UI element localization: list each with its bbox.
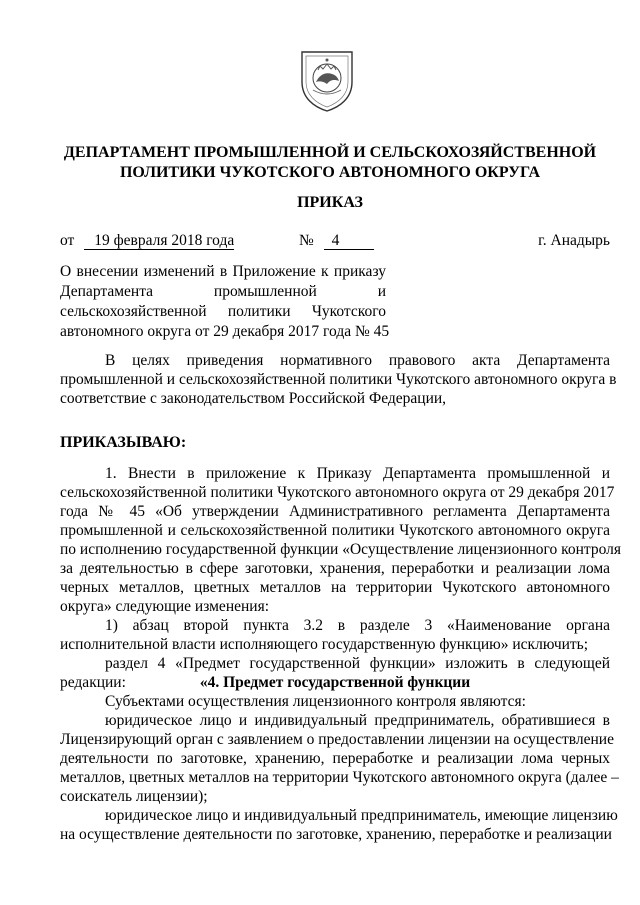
item-line: года № 45 «Об утверждении Административного регламента Департамента	[60, 503, 610, 520]
department-title	[60, 143, 600, 183]
subject-line: Департамента промышленной и	[60, 283, 386, 300]
preamble-line: В целях приведения нормативного правового акта Департамента	[105, 352, 610, 369]
section-line: соискатель лицензии);	[60, 788, 208, 805]
number-label: №	[299, 232, 314, 249]
number-row	[299, 231, 374, 251]
item-line: промышленной и сельскохозяйственной политики Чукотского автономного округа	[60, 522, 610, 539]
section-4-body	[60, 692, 619, 844]
preamble	[60, 351, 617, 408]
item-line: 1. Внести в приложение к Приказу Департамента промышленной и	[105, 465, 610, 482]
section-line: юридическое лицо и индивидуальный предприниматель, обратившиеся в	[105, 712, 610, 729]
subject-line: автономного округа от 29 декабря 2017 года № 45	[60, 323, 390, 340]
section-line: на осуществление деятельности по заготовке, хранению, переработке и реализации	[60, 826, 612, 843]
item-line: черных металлов, цветных металлов на территории Чукотского автономного	[60, 579, 610, 596]
city: г. Анадырь	[538, 232, 610, 249]
item-line: сельскохозяйственной политики Чукотского автономного округа от 29 декабря 2017	[60, 484, 615, 501]
subject-line: сельскохозяйственной политики Чукотского	[60, 303, 386, 320]
chukotka-coat-of-arms-icon	[296, 44, 358, 114]
document-subject	[60, 262, 390, 342]
section-line: Лицензирующий орган с заявлением о предоставлении лицензии на осуществление	[60, 731, 614, 748]
subject-line: О внесении изменений в Приложение к приказу	[60, 263, 386, 280]
item-line: округа» следующие изменения:	[60, 598, 270, 615]
section-4-heading: «4. Предмет государственной функции	[199, 674, 471, 691]
item-1	[60, 464, 622, 692]
sub-item-line: исполнительной власти исполняющего государственную функцию» исключить;	[60, 636, 589, 653]
section-line: металлов, цветных металлов на территории Чукотского автономного округа (далее –	[60, 769, 619, 786]
document-type: ПРИКАЗ	[297, 194, 363, 211]
section-line: деятельности по заготовке, хранению, переработке и реализации лома черных	[60, 750, 610, 767]
from-label: от	[60, 232, 75, 249]
document-date: 19 февраля 2018 года	[84, 232, 234, 250]
order-word: ПРИКАЗЫВАЮ:	[60, 434, 187, 451]
section-line: Субъектами осуществления лицензионного контроля являются:	[105, 693, 526, 710]
preamble-line: промышленной и сельскохозяйственной политики Чукотского автономного округа в	[60, 371, 617, 388]
section-line: юридическое лицо и индивидуальный предприниматель, имеющие лицензию	[105, 807, 618, 824]
sub-item-line: раздел 4 «Предмет государственной функции» изложить в следующей	[105, 655, 610, 672]
department-title-line1: ДЕПАРТАМЕНТ ПРОМЫШЛЕННОЙ И СЕЛЬСКОХОЗЯЙСТВЕННОЙ	[63, 144, 597, 161]
item-line: по исполнению государственной функции «Осуществление лицензионного контроля	[60, 541, 622, 558]
sub-item-line: 1) абзац второй пункта 3.2 в разделе 3 «Наименование органа	[105, 617, 610, 634]
date-row	[60, 231, 234, 251]
document-number: 4	[324, 232, 374, 250]
preamble-line: соответствие с законодательством Российской Федерации,	[60, 390, 447, 407]
sub-item-line: редакции:	[60, 674, 126, 691]
item-line: за деятельностью в сфере заготовки, хранения, переработки и реализации лома	[60, 560, 610, 577]
department-title-line2: ПОЛИТИКИ ЧУКОТСКОГО АВТОНОМНОГО ОКРУГА	[119, 164, 541, 181]
